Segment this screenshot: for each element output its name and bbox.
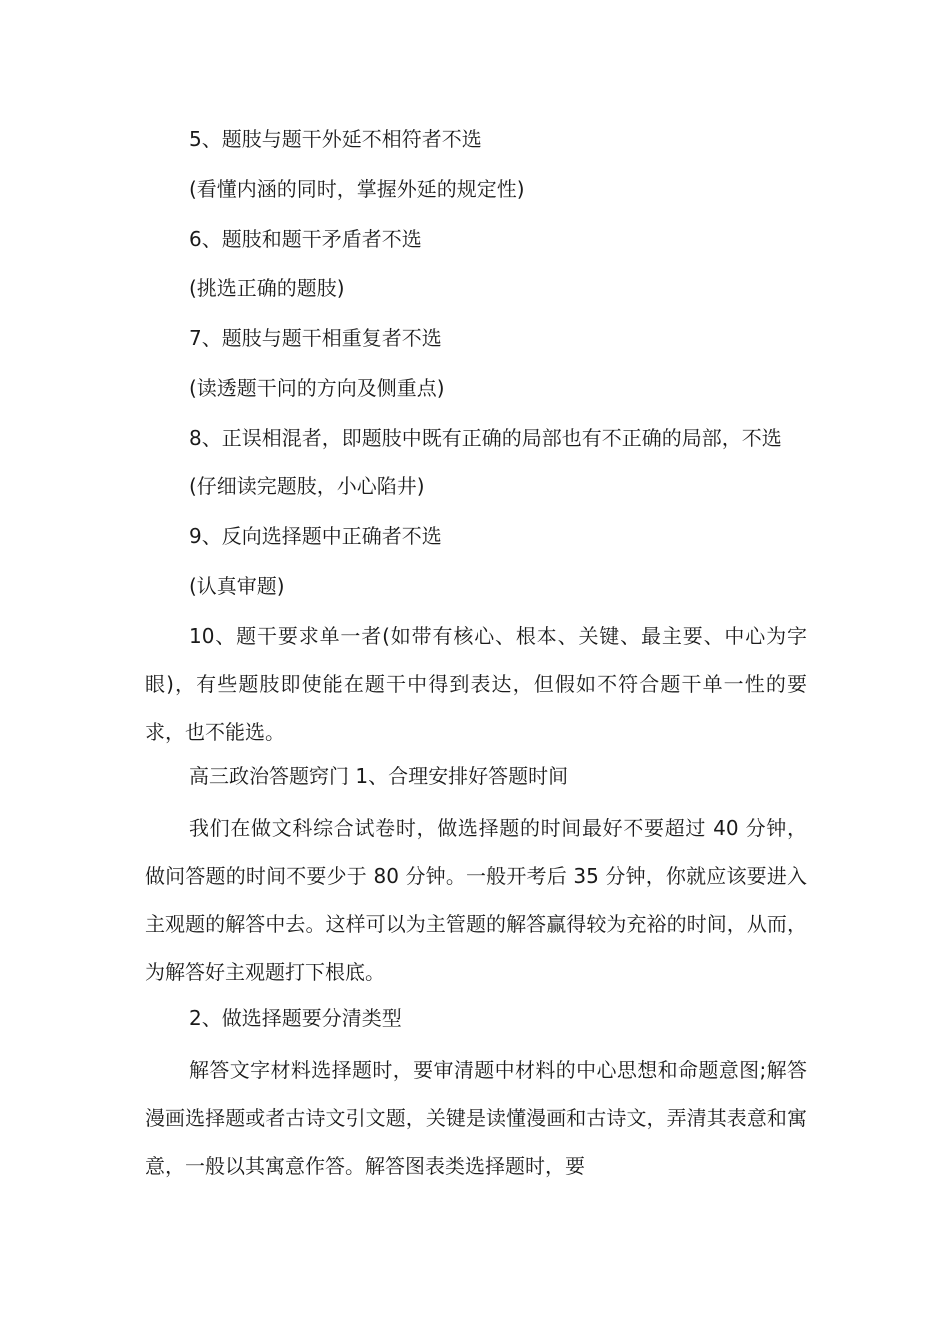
paragraph-rule-8: 8、正误相混者，即题肢中既有正确的局部也有不正确的局部，不选 <box>189 426 782 450</box>
paragraph-rule-5-note: (看懂内涵的同时，掌握外延的规定性) <box>189 177 525 201</box>
paragraph-rule-7: 7、题肢与题干相重复者不选 <box>189 326 442 350</box>
paragraph-rule-10: 10、题干要求单一者(如带有核心、根本、关键、最主要、中心为字眼)，有些题肢即使能在题干中得到表达，但假如不符合题干单一性的要求，也不能选。 <box>145 624 807 744</box>
paragraph-section-heading: 高三政治答题窍门 1、合理安排好答题时间 <box>189 764 569 788</box>
paragraph-choice-advice: 解答文字材料选择题时，要审清题中材料的中心思想和命题意图;解答漫画选择题或者古诗文引文题，关键是读懂漫画和古诗文，弄清其表意和寓意，一般以其寓意作答。解答图表类选择题时，要 <box>145 1058 807 1178</box>
paragraph-rule-7-note: (读透题干问的方向及侧重点) <box>189 376 445 400</box>
paragraph-rule-6: 6、题肢和题干矛盾者不选 <box>189 227 422 251</box>
paragraph-rule-5: 5、题肢与题干外延不相符者不选 <box>189 127 482 151</box>
paragraph-rule-8-note: (仔细读完题肢，小心陷井) <box>189 474 425 498</box>
paragraph-choice-heading: 2、做选择题要分清类型 <box>189 1006 402 1030</box>
paragraph-time-advice: 我们在做文科综合试卷时，做选择题的时间最好不要超过 40 分钟，做问答题的时间不要少于 80 分钟。一般开考后 35 分钟，你就应该要进入主观题的解答中去。这样可以为主管题的解答赢得较为充裕的时间，从而，为解答好主观题打下根底。 <box>145 816 807 984</box>
paragraph-rule-6-note: (挑选正确的题肢) <box>189 276 345 300</box>
paragraph-rule-9: 9、反向选择题中正确者不选 <box>189 524 442 548</box>
paragraph-rule-9-note: (认真审题) <box>189 574 285 598</box>
document-body <box>145 120 807 1190</box>
